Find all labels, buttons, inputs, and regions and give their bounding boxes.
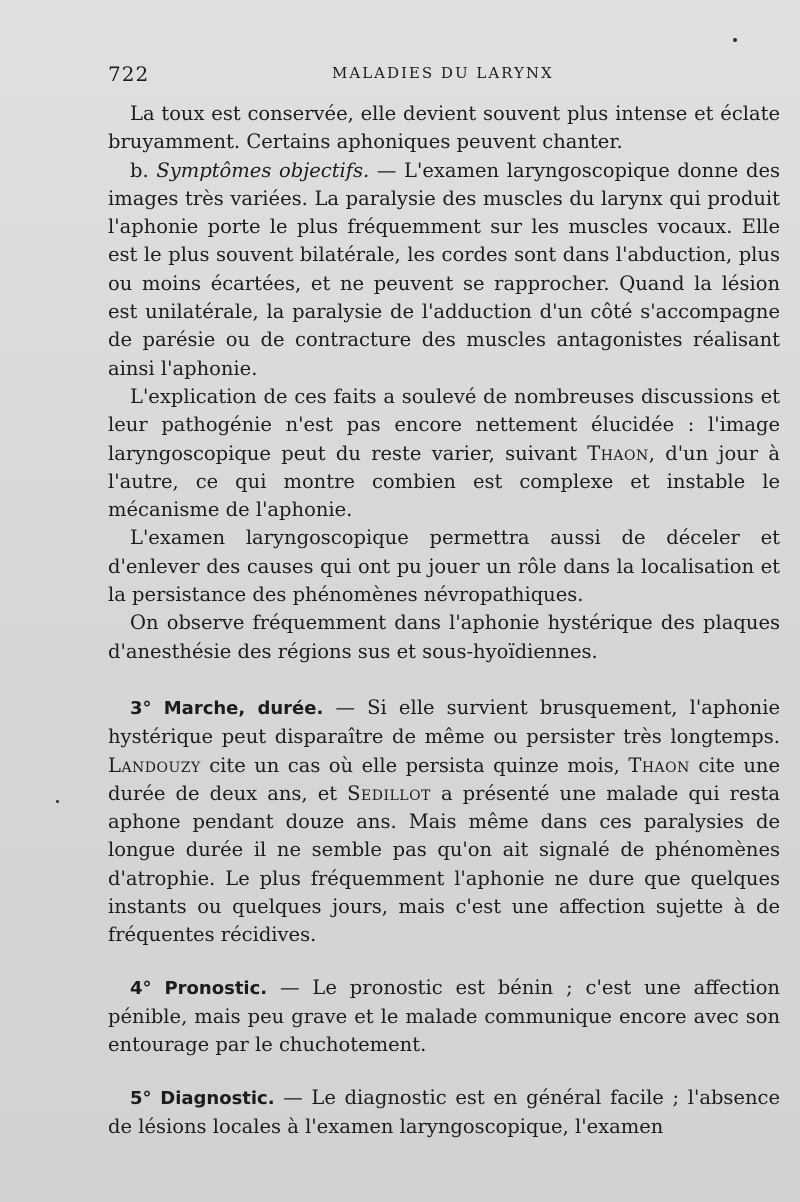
paragraph-laryngoscopic-exam: L'examen laryngoscopique permettra aussi de déceler et d'enlever des causes qui ont pu jouer un rôle dans la localisation et la persistance des phénomènes névropathiques. [108,526,780,607]
section-course-duration [108,694,780,950]
paragraph-objective-symptoms [108,157,780,383]
paragraph-text: — Le pronostic est bénin ; c'est une affection pénible, mais peu grave et le malade communique encore avec son entourage par le chuchotement. [108,975,780,1057]
running-title: MALADIES DU LARYNX [332,64,554,82]
paragraph-text: cite un cas où elle persista quinze mois, [200,753,629,777]
ink-speck [56,800,59,803]
author-name: Thaon [628,753,690,777]
body-text [108,100,780,1141]
ink-speck [733,38,737,42]
page-number: 722 [108,62,150,86]
paragraph-text: — Le diagnostic est en général facile ; l'absence de lésions locales à l'examen laryngoscopique, l'examen [108,1085,780,1138]
page-header [108,58,776,88]
list-marker: b. [130,158,157,182]
paragraph-text: L'explication de ces faits a soulevé de nombreuses discussions et leur pathogénie n'est pas encore nettement élucidée : l'image laryngoscopique peut du reste varier, suivant [108,384,780,465]
paragraph-cough: La toux est conservée, elle devient souvent plus intense et éclate bruyamment. Certains aphoniques peuvent chanter. [108,102,780,154]
section-heading: 5° Diagnostic. [130,1087,275,1109]
subheading-objective-symptoms: Symptômes objectifs. [156,158,370,182]
paragraph-text: — Si elle survient brusquement, l'aphonie hystérique peut disparaître de même ou persister très longtemps. [108,695,780,749]
section-diagnosis [108,1084,780,1142]
paragraph-text: — L'examen laryngoscopique donne des images très variées. La paralysie des muscles du larynx qui produit l'aphonie porte le plus fréquemment sur les muscles vocaux. Elle est le plus souvent bilatérale, les cordes sont dans l'abduction, plus ou moins écartées, et ne peuvent se rapprocher. Quand la lésion est unilatérale, la paralysie de l'adduction d'un côté s'accompagne de parésie ou de contracture des muscles antagonistes réalisant ainsi l'aphonie. [108,158,780,380]
author-name: Landouzy [108,753,201,777]
author-name: Thaon [587,441,649,465]
author-name: Sedillot [347,781,431,805]
paragraph-explanation [108,383,780,524]
section-heading: 4° Pronostic. [130,977,268,999]
section-heading: 3° Marche, durée. [130,697,324,719]
paragraph-anesthesia: On observe fréquemment dans l'aphonie hystérique des plaques d'anesthésie des régions sus et sous-hyoïdiennes. [108,611,780,663]
paragraph-text: , d'un jour à l'autre, ce qui montre combien est complexe et instable le mécanisme de l'aphonie. [108,441,780,522]
paragraph-text: a présenté une malade qui resta aphone pendant douze ans. Mais même dans ces paralysies de longue durée il ne semble pas qu'on ait signalé de phénomènes d'atrophie. Le plus fréquemment l'aphonie ne dure que quelques instants ou quelques jours, mais c'est une affection sujette à de fréquentes récidives. [108,781,780,947]
section-prognosis [108,974,780,1060]
paragraph-text: cite une durée de deux ans, et [108,753,780,805]
